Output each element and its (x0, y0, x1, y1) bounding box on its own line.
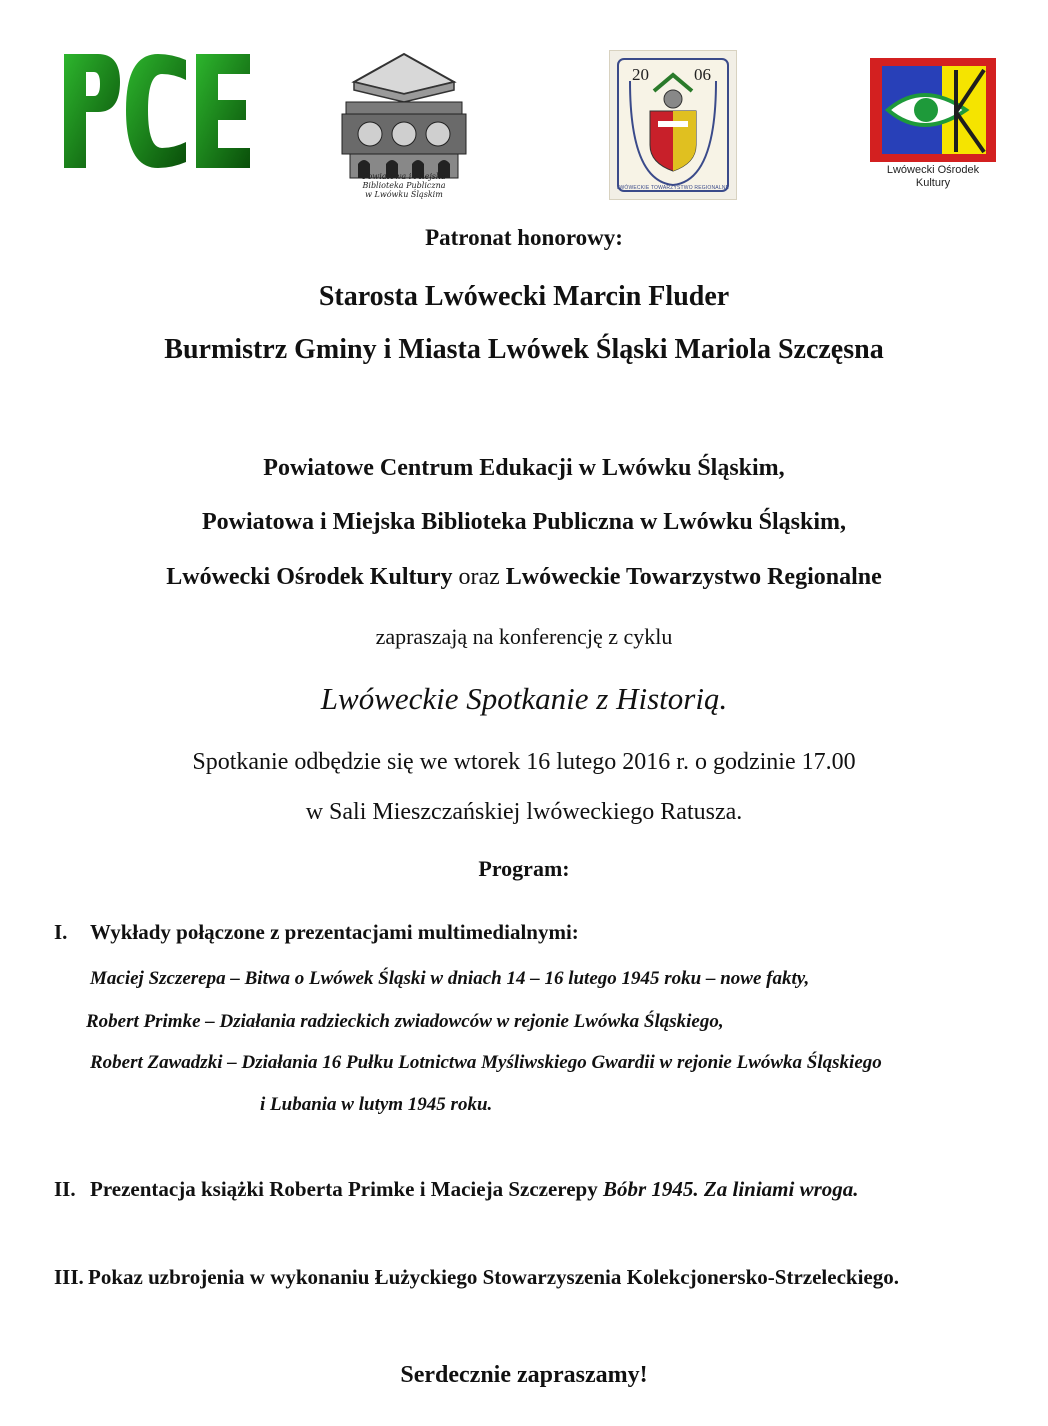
book-presentation-text: Prezentacja książki Roberta Primke i Macieja Szczerepy (90, 1177, 603, 1201)
organizer-line: Powiatowa i Miejska Biblioteka Publiczna w Lwówku Śląskim, (201, 509, 847, 535)
program-item-number: III. (54, 1265, 84, 1289)
series-title: Lwóweckie Spotkanie z Historią. (320, 681, 728, 716)
organizer-name: Lwóweckie Towarzystwo Regionalne (505, 564, 882, 590)
library-caption-line: Biblioteka Publiczna (362, 181, 446, 190)
emblem-ring-text: LWÓWECKIE TOWARZYSTWO REGIONALNE (616, 185, 730, 191)
event-place: w Sali Mieszczańskiej lwóweckiego Ratusza. (305, 799, 743, 825)
pce-logo-icon (62, 52, 252, 170)
closing-text: Serdecznie zapraszamy! (400, 1362, 648, 1388)
program-item-title: Wykłady połączone z prezentacjami multimedialnymi: (90, 920, 579, 944)
organizer-conjunction: oraz (452, 564, 506, 590)
book-title: Bóbr 1945. Za liniami wroga. (602, 1177, 859, 1201)
emblem-year-left: 20 (632, 65, 649, 84)
lok-caption (868, 164, 998, 190)
emblem-year-right: 06 (694, 65, 711, 84)
library-caption (334, 172, 474, 199)
lecture-item: i Lubania w lutym 1945 roku. (260, 1094, 493, 1115)
library-caption-line: Powiatowa i Miejska (362, 172, 446, 181)
organizer-name: Lwówecki Ośrodek Kultury (166, 564, 453, 590)
patron-line: Burmistrz Gminy i Miasta Lwówek Śląski Mariola Szczęsna (164, 334, 884, 365)
coat-of-arms-icon (610, 51, 736, 199)
library-caption-line: w Lwówku Śląskim (365, 190, 443, 199)
lecture-item: Robert Zawadzki – Działania 16 Pułku Lotnictwa Myśliwskiego Gwardii w rejonie Lwówka Śląskiego (90, 1052, 882, 1073)
lok-logo-icon (868, 56, 998, 166)
program-item-text (90, 1177, 859, 1202)
patron-line: Starosta Lwówecki Marcin Fluder (318, 281, 730, 312)
program-item-text: Pokaz uzbrojenia w wykonaniu Łużyckiego Stowarzyszenia Kolekcjonersko-Strzeleckiego. (88, 1265, 899, 1289)
lecture-item: Maciej Szczerepa – Bitwa o Lwówek Śląski w dniach 14 – 16 lutego 1945 roku – nowe fakty, (90, 968, 810, 989)
library-logo (334, 50, 474, 200)
pce-logo (62, 52, 252, 170)
program-item-number: I. (54, 920, 68, 944)
lok-caption-line: Lwówecki Ośrodek (886, 164, 980, 176)
lecture-item: Robert Primke – Działania radzieckich zwiadowców w rejonie Lwówka Śląskiego, (86, 1011, 724, 1032)
lok-logo (868, 56, 998, 196)
patronage-heading: Patronat honorowy: (425, 225, 623, 250)
program-item-number: II. (54, 1177, 76, 1201)
organizer-line: Powiatowe Centrum Edukacji w Lwówku Śląskim, (263, 455, 785, 481)
organizer-line (0, 564, 1048, 591)
ltr-emblem (609, 50, 737, 200)
event-time: Spotkanie odbędzie się we wtorek 16 lutego 2016 r. o godzinie 17.00 (192, 749, 856, 775)
lok-caption-line: Kultury (915, 177, 951, 189)
program-heading: Program: (478, 856, 570, 881)
invite-text: zapraszają na konferencję z cyklu (375, 624, 673, 649)
